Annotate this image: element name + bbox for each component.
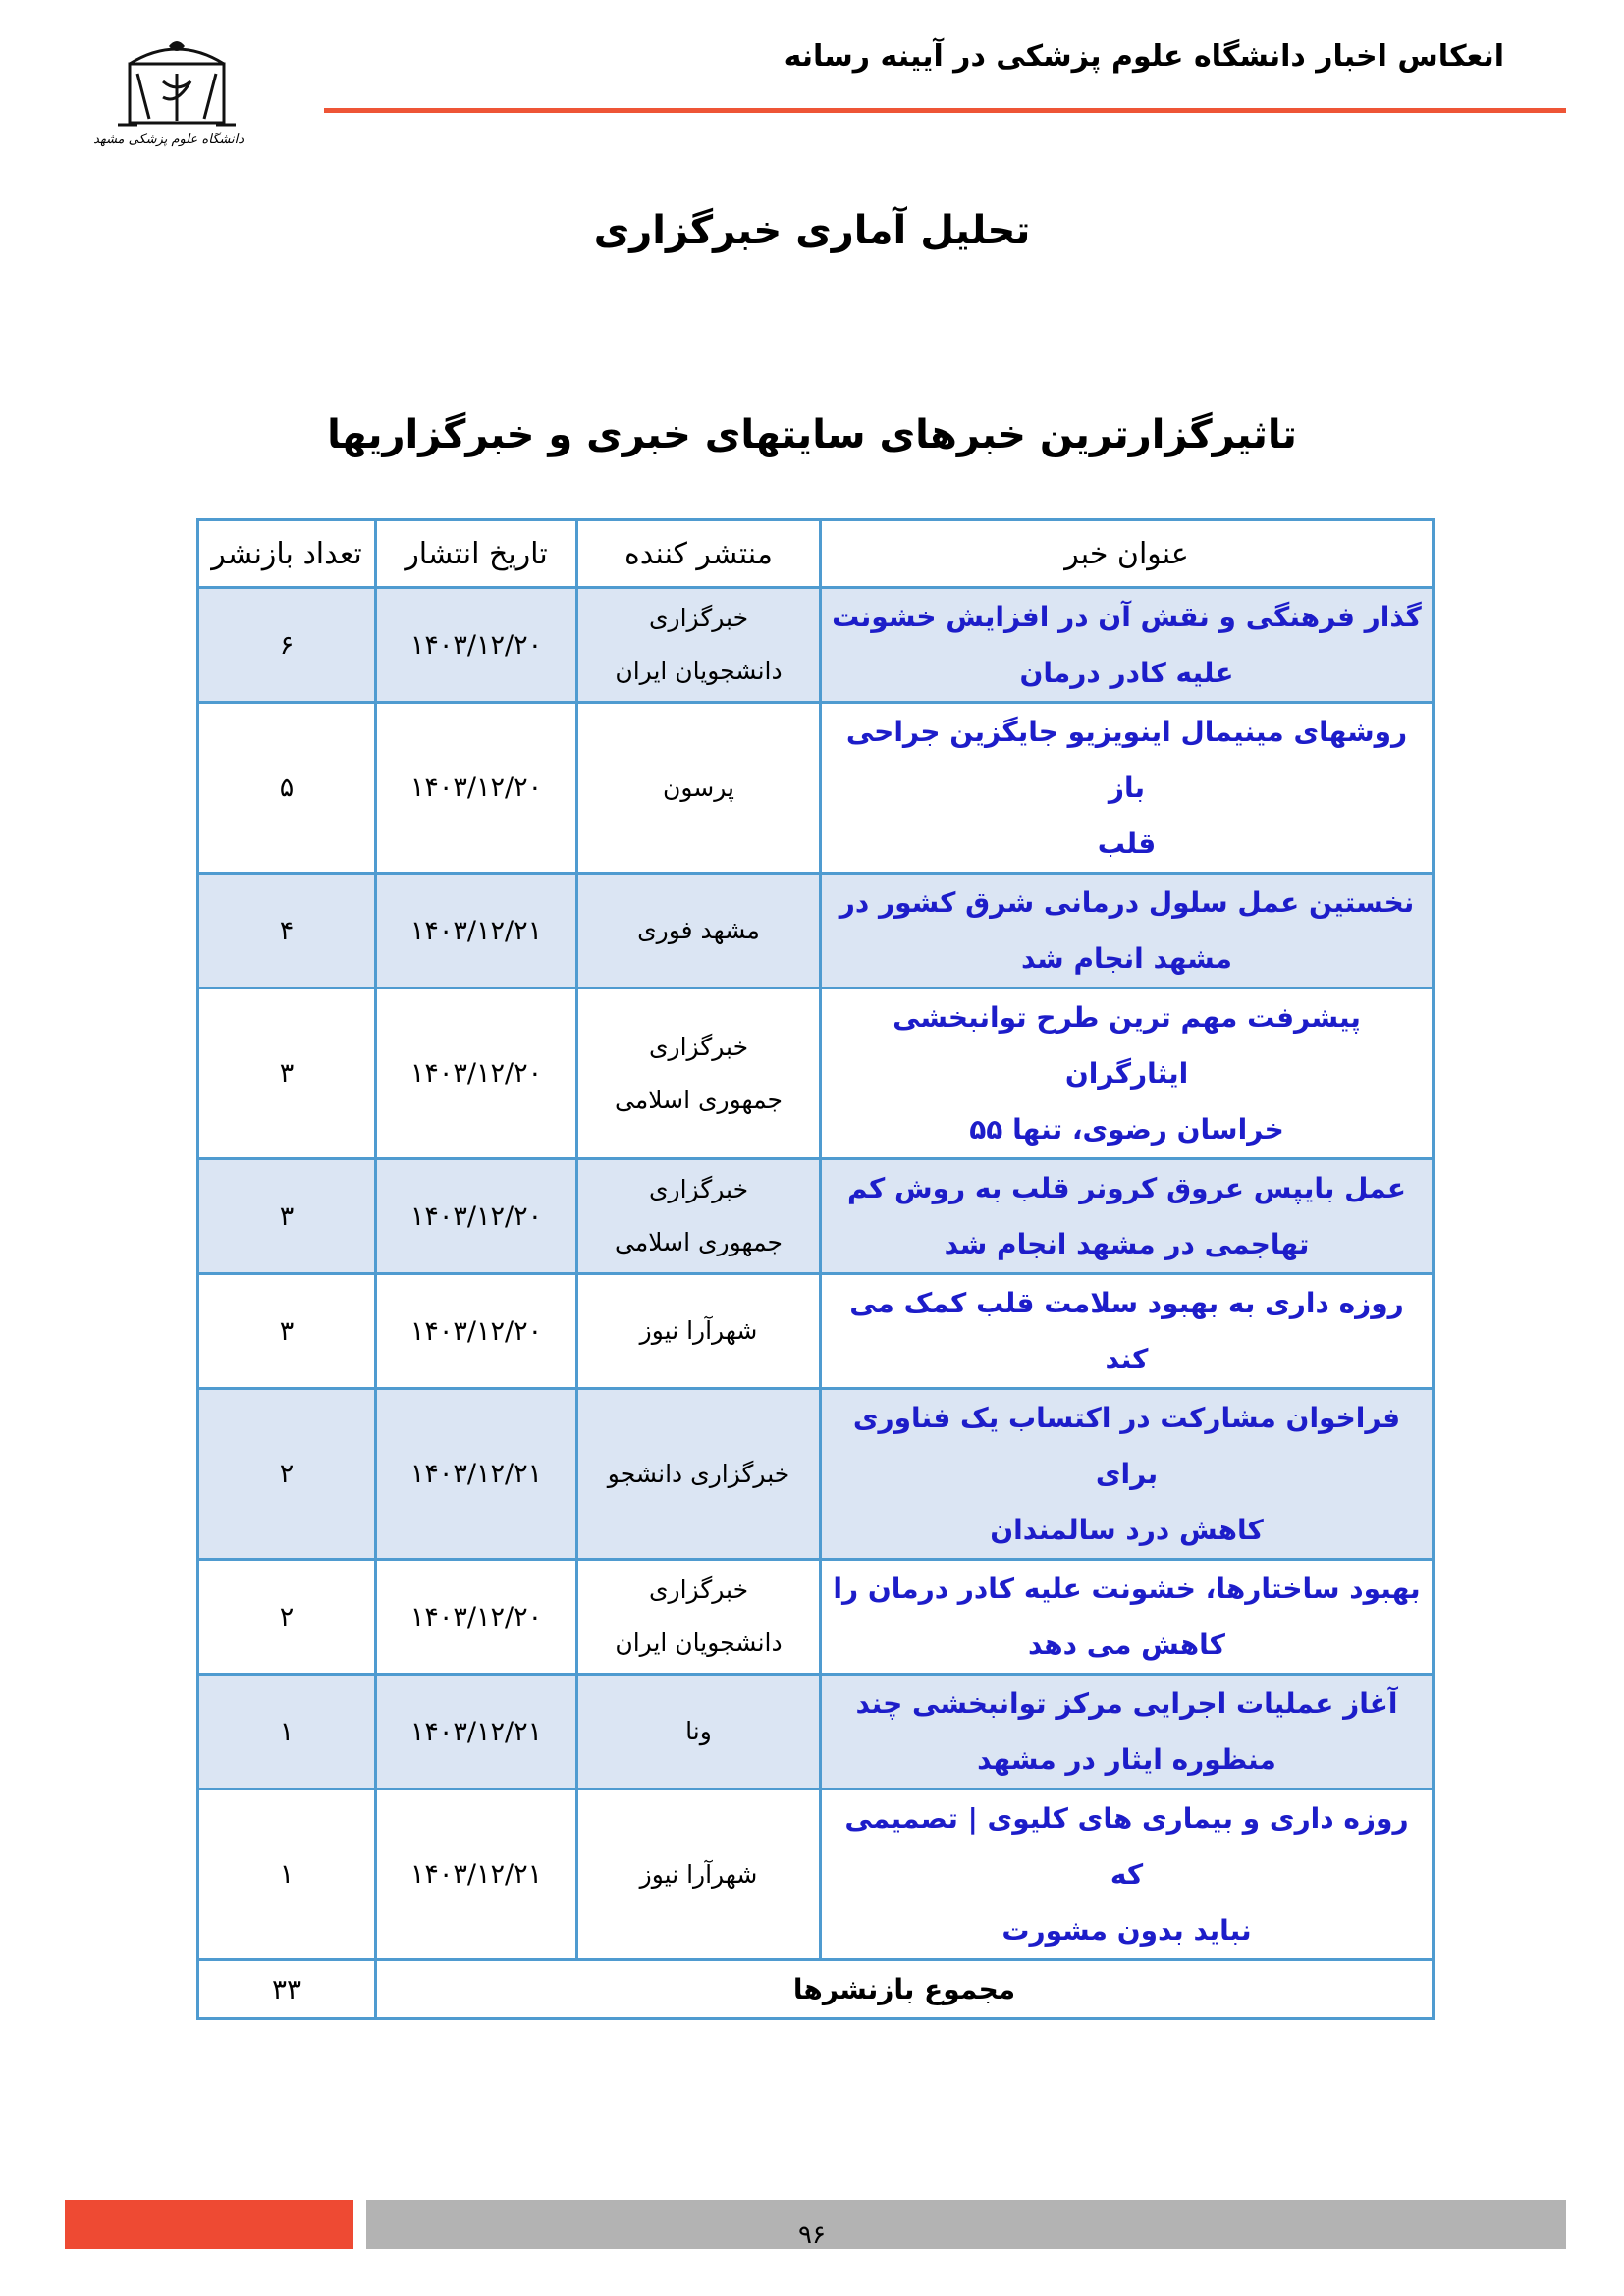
count-cell: ۱ — [198, 1789, 376, 1960]
publisher-line: شهرآرا نیوز — [639, 1859, 758, 1889]
news-title-cell — [821, 1560, 1434, 1675]
page-number: ۹۶ — [798, 2220, 826, 2250]
publisher-line: خبرگزاری — [648, 1575, 749, 1604]
publisher-cell — [577, 1274, 821, 1389]
total-value: ۳۳ — [198, 1960, 376, 2019]
publisher-cell — [577, 1675, 821, 1789]
publisher-cell — [577, 703, 821, 874]
count-cell: ۲ — [198, 1560, 376, 1675]
count-cell: ۲ — [198, 1389, 376, 1560]
news-title-line: گذار فرهنگی و نقش آن در افزایش خشونت — [832, 601, 1422, 633]
column-header-count: تعداد بازنشر — [198, 520, 376, 588]
publisher-line: جمهوری اسلامی — [615, 1085, 783, 1114]
table-row — [198, 1675, 1434, 1789]
publisher-line: دانشجویان ایران — [615, 1629, 783, 1657]
news-title-line: کاهش درد سالمندان — [990, 1514, 1264, 1546]
publisher-line: ونا — [685, 1717, 712, 1745]
table-row — [198, 1789, 1434, 1960]
news-title-cell — [821, 874, 1434, 988]
count-cell: ۶ — [198, 588, 376, 703]
publisher-cell — [577, 1789, 821, 1960]
news-title-line: نخستین عمل سلول درمانی شرق کشور در — [839, 886, 1415, 919]
news-title-line: نباید بدون مشورت — [1001, 1914, 1252, 1947]
column-header-title: عنوان خبر — [821, 520, 1434, 588]
date-cell: ۱۴۰۳/۱۲/۲۱ — [376, 874, 577, 988]
date-cell: ۱۴۰۳/۱۲/۲۰ — [376, 1159, 577, 1274]
count-cell: ۳ — [198, 1274, 376, 1389]
date-cell: ۱۴۰۳/۱۲/۲۰ — [376, 1560, 577, 1675]
date-cell: ۱۴۰۳/۱۲/۲۰ — [376, 703, 577, 874]
publisher-line: خبرگزاری — [648, 1032, 749, 1061]
count-cell: ۱ — [198, 1675, 376, 1789]
table-row — [198, 874, 1434, 988]
news-title-line: پیشرفت مهم ترین طرح توانبخشی ایثارگران — [893, 1001, 1361, 1090]
news-title-line: روزه داری و بیماری های کلیوی | تصمیمی که — [844, 1802, 1409, 1891]
news-title-cell — [821, 703, 1434, 874]
document-header-title: انعکاس اخبار دانشگاه علوم پزشکی در آیینه رسانه — [784, 39, 1504, 74]
publisher-line: مشهد فوری — [637, 916, 760, 944]
news-title-cell — [821, 1675, 1434, 1789]
publisher-line: خبرگزاری — [648, 604, 749, 632]
news-title-cell — [821, 1789, 1434, 1960]
publisher-cell — [577, 1389, 821, 1560]
table-row — [198, 1389, 1434, 1560]
news-title-line: تهاجمی در مشهد انجام شد — [944, 1228, 1310, 1260]
publisher-line: شهرآرا نیوز — [639, 1316, 758, 1345]
table-row — [198, 588, 1434, 703]
publisher-cell — [577, 1560, 821, 1675]
date-cell: ۱۴۰۳/۱۲/۲۰ — [376, 1274, 577, 1389]
news-title-line: روزه داری به بهبود سلامت قلب کمک می کند — [849, 1287, 1404, 1375]
date-cell: ۱۴۰۳/۱۲/۲۰ — [376, 588, 577, 703]
date-cell: ۱۴۰۳/۱۲/۲۰ — [376, 988, 577, 1159]
count-cell: ۵ — [198, 703, 376, 874]
date-cell: ۱۴۰۳/۱۲/۲۱ — [376, 1675, 577, 1789]
publisher-cell — [577, 874, 821, 988]
news-title-cell — [821, 1389, 1434, 1560]
publisher-cell — [577, 1159, 821, 1274]
header-divider — [324, 108, 1566, 113]
news-title-line: منظوره ایثار در مشهد — [977, 1743, 1276, 1776]
publisher-cell — [577, 588, 821, 703]
publisher-line: دانشجویان ایران — [615, 657, 783, 685]
table-total-row — [198, 1960, 1434, 2019]
news-title-cell — [821, 1274, 1434, 1389]
section-title: تحلیل آماری خبرگزاری — [593, 208, 1031, 253]
column-header-date: تاریخ انتشار — [376, 520, 577, 588]
publisher-line: پرسون — [663, 773, 734, 802]
count-cell: ۳ — [198, 1159, 376, 1274]
total-label: مجموع بازنشرها — [376, 1960, 1434, 2019]
news-title-line: روشهای مینیمال اینویزیو جایگزین جراحی باز — [845, 716, 1408, 804]
date-cell: ۱۴۰۳/۱۲/۲۱ — [376, 1789, 577, 1960]
count-cell: ۴ — [198, 874, 376, 988]
table-title: تاثیرگزارترین خبرهای سایتهای خبری و خبرگزاریها — [327, 412, 1297, 457]
news-title-line: قلب — [1097, 828, 1157, 860]
news-title-line: کاهش می دهد — [1028, 1629, 1225, 1661]
news-title-line: مشهد انجام شد — [1020, 942, 1233, 975]
table-row — [198, 1159, 1434, 1274]
table-row — [198, 1560, 1434, 1675]
count-cell: ۳ — [198, 988, 376, 1159]
table-header-row — [198, 520, 1434, 588]
publisher-line: خبرگزاری — [648, 1175, 749, 1203]
column-header-publisher: منتشر کننده — [577, 520, 821, 588]
publisher-line: جمهوری اسلامی — [615, 1228, 783, 1256]
news-title-line: علیه کادر درمان — [1019, 657, 1234, 689]
publisher-cell — [577, 988, 821, 1159]
news-title-cell — [821, 1159, 1434, 1274]
news-title-cell — [821, 588, 1434, 703]
news-title-line: آغاز عملیات اجرایی مرکز توانبخشی چند — [855, 1687, 1398, 1720]
news-table — [196, 518, 1435, 2020]
news-title-line: خراسان رضوی، تنها ۵۵ — [969, 1113, 1284, 1146]
date-cell: ۱۴۰۳/۱۲/۲۱ — [376, 1389, 577, 1560]
news-title-line: بهبود ساختارها، خشونت علیه کادر درمان را — [833, 1573, 1421, 1605]
news-title-line: عمل بایپس عروق کرونر قلب به روش کم — [847, 1172, 1406, 1204]
table-row — [198, 1274, 1434, 1389]
publisher-line: خبرگزاری دانشجو — [607, 1459, 790, 1488]
news-title-cell — [821, 988, 1434, 1159]
news-title-line: فراخوان مشارکت در اکتساب یک فناوری برای — [852, 1402, 1401, 1490]
table-row — [198, 988, 1434, 1159]
logo-caption: دانشگاه علوم پزشکی مشهد — [93, 133, 244, 147]
table-row — [198, 703, 1434, 874]
